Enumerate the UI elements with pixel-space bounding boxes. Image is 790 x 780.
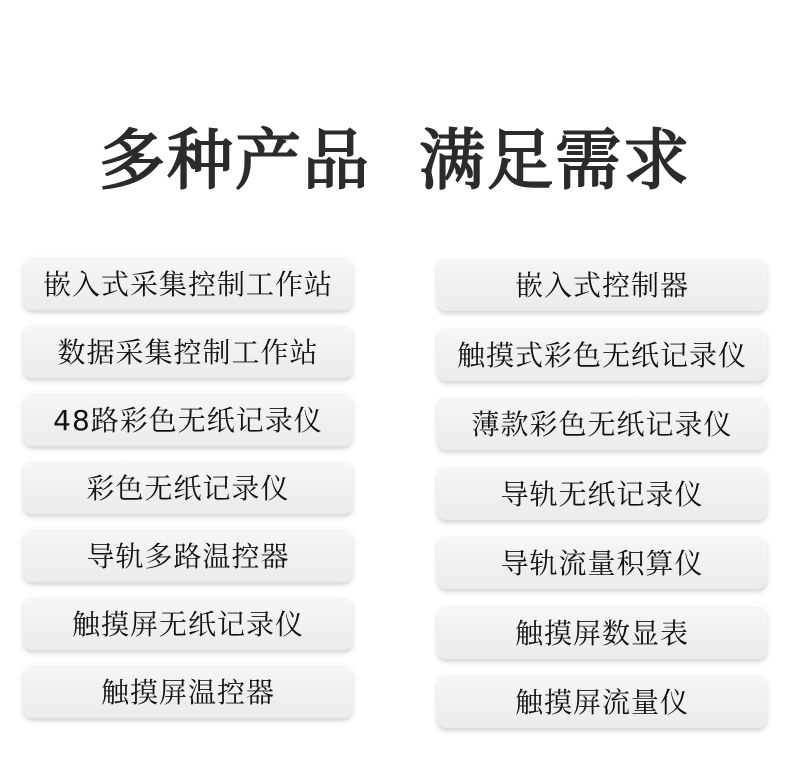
product-button-left-3[interactable]: 48路彩色无纸记录仪 [23,392,353,446]
product-column-left [23,256,353,728]
product-button-right-2[interactable]: 触摸式彩色无纸记录仪 [437,327,767,381]
product-button-left-7[interactable]: 触摸屏温控器 [23,664,353,718]
product-button-right-3[interactable]: 薄款彩色无纸记录仪 [437,396,767,450]
product-columns [0,256,790,728]
page-title-part-1: 多种产品 [99,122,371,199]
product-button-left-4[interactable]: 彩色无纸记录仪 [23,460,353,514]
product-button-right-6[interactable]: 触摸屏数显表 [437,605,767,659]
product-showcase-section [0,122,790,780]
product-button-right-1[interactable]: 嵌入式控制器 [437,257,767,311]
product-button-right-5[interactable]: 导轨流量积算仪 [437,535,767,589]
product-button-left-1[interactable]: 嵌入式采集控制工作站 [23,256,353,310]
product-button-right-7[interactable]: 触摸屏流量仪 [437,674,767,728]
page-title-part-2: 满足需求 [419,122,691,199]
product-button-right-4[interactable]: 导轨无纸记录仪 [437,466,767,520]
product-column-right [437,257,767,728]
product-button-left-5[interactable]: 导轨多路温控器 [23,528,353,582]
page-title [0,122,790,199]
product-button-left-6[interactable]: 触摸屏无纸记录仪 [23,596,353,650]
product-button-left-2[interactable]: 数据采集控制工作站 [23,324,353,378]
